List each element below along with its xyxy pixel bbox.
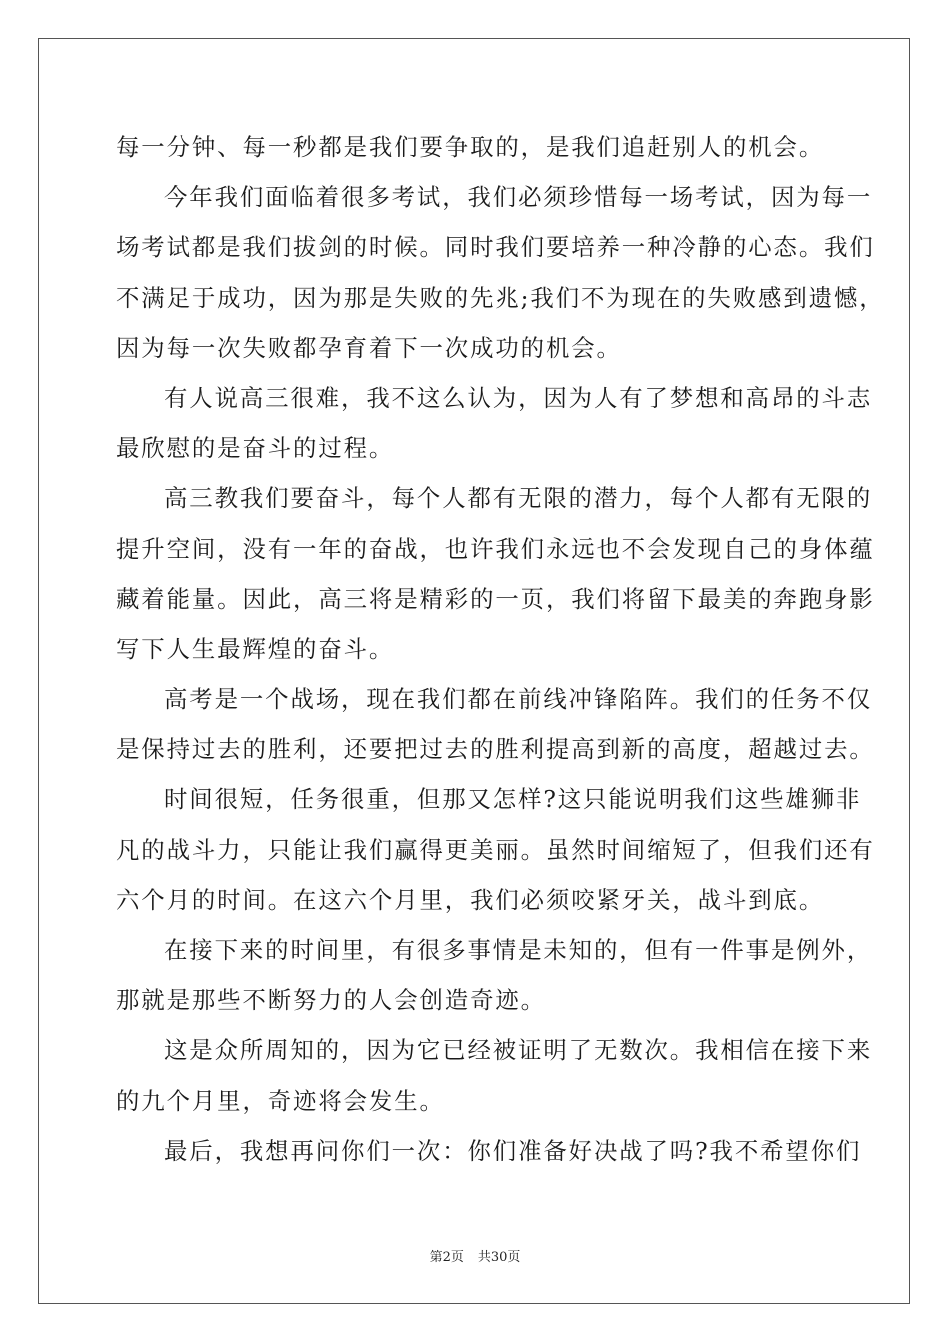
text-line: 写下人生最辉煌的奋斗。 xyxy=(116,634,395,663)
document-body xyxy=(116,122,885,1176)
text-line: 不满足于成功，因为那是失败的先兆;我们不为现在的失败感到遗憾， xyxy=(116,283,885,312)
text-line: 那就是那些不断努力的人会创造奇迹。 xyxy=(116,986,546,1015)
paragraph-first-line: 今年我们面临着很多考试，我们必须珍惜每一场考试，因为每一 xyxy=(164,183,873,212)
paragraph-first-line: 高三教我们要奋斗，每个人都有无限的潜力，每个人都有无限的 xyxy=(164,484,873,513)
text-line: 最欣慰的是奋斗的过程。 xyxy=(116,434,395,463)
paragraph-first-line: 在接下来的时间里，有很多事情是未知的，但有一件事是例外， xyxy=(164,936,873,964)
page-footer xyxy=(0,1246,950,1265)
text-line: 的九个月里，奇迹将会发生。 xyxy=(116,1086,445,1115)
text-line: 每一分钟、每一秒都是我们要争取的，是我们追赶别人的机会。 xyxy=(116,133,825,161)
text-line: 是保持过去的胜利，还要把过去的胜利提高到新的高度，超越过去。 xyxy=(116,735,875,764)
paragraph-first-line: 这是众所周知的，因为它已经被证明了无数次。我相信在接下来 xyxy=(164,1036,873,1065)
text-line: 凡的战斗力，只能让我们赢得更美丽。虽然时间缩短了，但我们还有 xyxy=(116,835,875,864)
text-line: 因为每一次失败都孕育着下一次成功的机会。 xyxy=(116,333,622,362)
text-line: 场考试都是我们拔剑的时候。同时我们要培养一种冷静的心态。我们 xyxy=(116,233,875,262)
text-line: 藏着能量。因此，高三将是精彩的一页，我们将留下最美的奔跑身影 xyxy=(116,584,875,613)
paragraph-first-line: 最后，我想再问你们一次：你们准备好决战了吗?我不希望你们 xyxy=(164,1136,862,1165)
text-line: 提升空间，没有一年的奋战，也许我们永远也不会发现自己的身体蕴 xyxy=(116,534,875,563)
page-total: 共30页 xyxy=(477,1250,521,1265)
page-number: 第2页 xyxy=(429,1250,464,1265)
text-line: 六个月的时间。在这六个月里，我们必须咬紧牙关，战斗到底。 xyxy=(116,885,825,914)
paragraph-first-line: 有人说高三很难，我不这么认为，因为人有了梦想和高昂的斗志 xyxy=(164,383,873,412)
paragraph-first-line: 高考是一个战场，现在我们都在前线冲锋陷阵。我们的任务不仅 xyxy=(164,685,873,714)
paragraph-first-line: 时间很短，任务很重，但那又怎样?这只能说明我们这些雄狮非 xyxy=(164,785,862,814)
